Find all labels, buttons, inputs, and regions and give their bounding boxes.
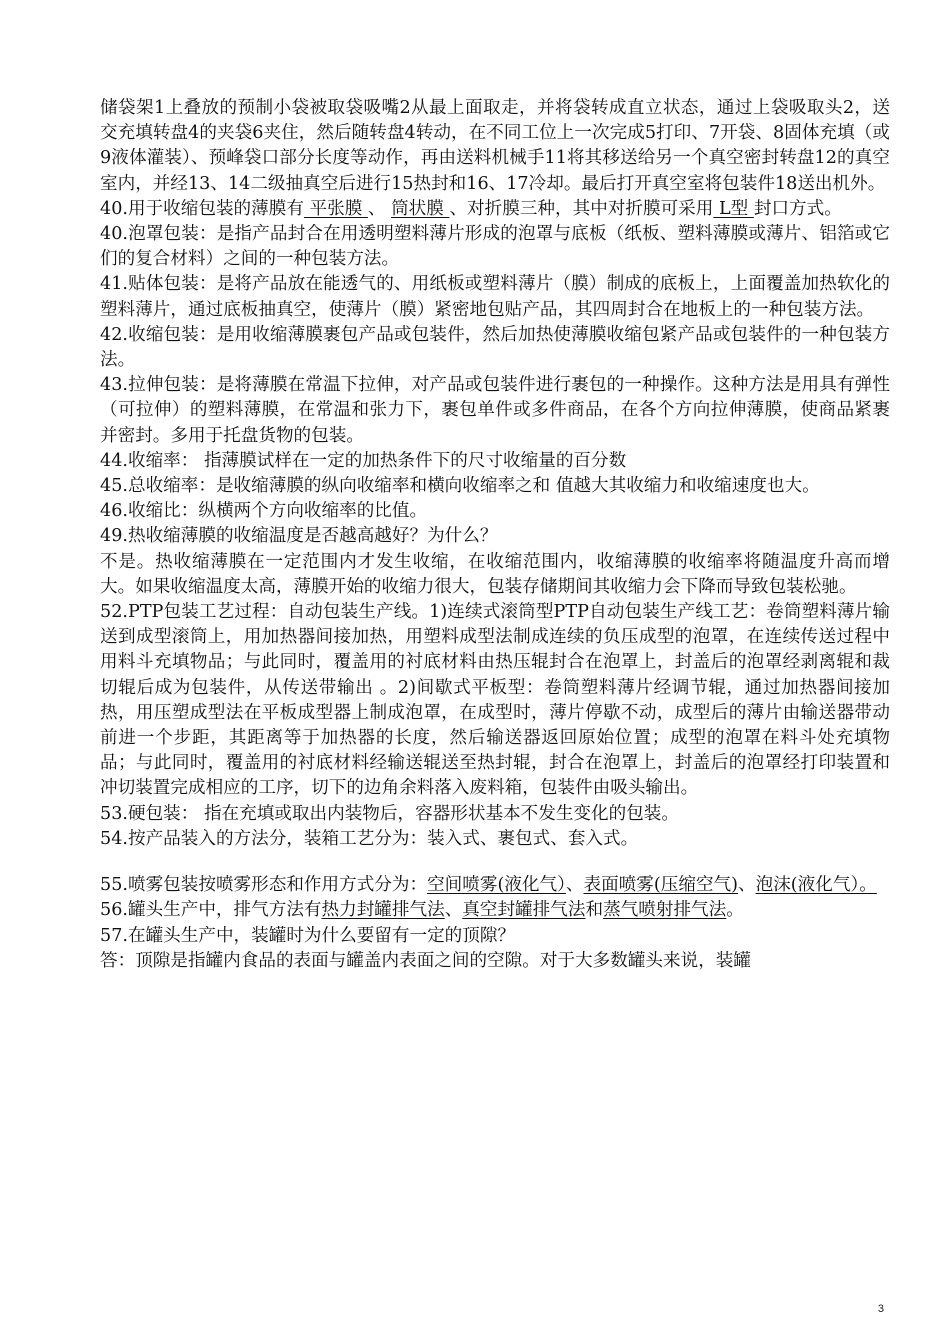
paragraph-40-shrink-film: 40.用于收缩包装的薄膜有 平张膜 、 筒状膜 、对折膜三种，其中对折膜可采用 L型 封口方式。 <box>100 198 842 219</box>
answer-l-type: L型 <box>713 198 754 219</box>
paragraph-43: 43.拉伸包装：是将薄膜在常温下拉伸，对产品或包装件进行裹包的一种操作。这种方法是用具有弹性（可拉伸）的塑料薄膜，在常温和张力下，裹包单件或多件商品，在各个方向拉伸薄膜，使商品紧裹并密封。多用于托盘货物的包装。 <box>100 375 890 446</box>
answer-surface-spray: 表面喷雾(压缩空气) <box>583 875 738 896</box>
blank-line <box>100 852 890 873</box>
paragraph-57-answer: 答：顶隙是指罐内食品的表面与罐盖内表面之间的空隙。对于大多数罐头来说，装罐 <box>100 950 751 971</box>
paragraph-45: 45.总收缩率：是收缩薄膜的纵向收缩率和横向收缩率之和 值越大其收缩力和收缩速度也大。 <box>100 476 820 497</box>
page-content <box>100 96 890 974</box>
answer-steam-exhaust: 蒸气喷射排气法 <box>603 900 727 921</box>
answer-flat-film: 平张膜 <box>303 198 368 219</box>
paragraph-46: 46.收缩比：纵横两个方向收缩率的比值。 <box>100 501 428 522</box>
paragraph-55: 55.喷雾包装按喷雾形态和作用方式分为：空间喷雾(液化气）、表面喷雾(压缩空气)、泡沫(液化气）。 <box>100 875 877 896</box>
answer-tube-film: 筒状膜 <box>391 198 450 219</box>
answer-foam: 泡沫(液化气）。 <box>755 875 877 896</box>
paragraph-42: 42.收缩包装：是用收缩薄膜裹包产品或包装件，然后加热使薄膜收缩包紧产品或包装件的一种包装方法。 <box>100 324 890 371</box>
answer-vacuum-exhaust: 真空封罐排气法 <box>462 900 586 921</box>
paragraph-continuation: 储袋架1上叠放的预制小袋被取袋吸嘴2从最上面取走，并将袋转成直立状态，通过上袋吸取头2，送交充填转盘4的夹袋6夹住，然后随转盘4转动，在不同工位上一次完成5打印、7开袋、8固体充填（或9液体灌装）、预峰袋口部分长度等动作，再由送料机械手11将其移送给另一个真空密封转盘12的真空室内，并经13、14二级抽真空后进行15热封和16、17冷却。最后打开真空室将包装件18送出机外。 <box>100 98 890 194</box>
paragraph-53: 53.硬包装： 指在充填或取出内装物后，容器形状基本不发生变化的包装。 <box>100 803 679 824</box>
paragraph-49-answer: 不是。热收缩薄膜在一定范围内才发生收缩，在收缩范围内，收缩薄膜的收缩率将随温度升高而增大。如果收缩温度太高，薄膜开始的收缩力很大，包装存储期间其收缩力会下降而导致包装松驰。 <box>100 551 890 597</box>
paragraph-54: 54.按产品装入的方法分，装箱工艺分为：装入式、裹包式、套入式。 <box>100 828 639 849</box>
answer-space-spray: 空间喷雾(液化气） <box>427 875 566 896</box>
paragraph-49-question: 49.热收缩薄膜的收缩温度是否越高越好？为什么？ <box>100 526 498 547</box>
paragraph-40-blister: 40.泡罩包装：是指产品封合在用透明塑料薄片形成的泡罩与底板（纸板、塑料薄膜或薄片、铝箔或它们的复合材料）之间的一种包装方法。 <box>100 224 890 270</box>
page-number: 3 <box>877 1303 884 1315</box>
paragraph-56: 56.罐头生产中，排气方法有热力封罐排气法、真空封罐排气法和蒸气喷射排气法。 <box>100 900 744 921</box>
paragraph-44: 44.收缩率： 指薄膜试样在一定的加热条件下的尺寸收缩量的百分数 <box>100 450 627 471</box>
paragraph-52: 52.PTP包装工艺过程：自动包装生产线。1)连续式滚筒型PTP自动包装生产线工艺：卷筒塑料薄片输送到成型滚筒上，用加热器间接加热，用塑料成型法制成连续的负压成型的泡罩，在连续传送过程中用料斗充填物品；与此同时，覆盖用的衬底材料由热压辊封合在泡罩上，封盖后的泡罩经剥离辊和裁切辊后成为包装件，从传送带输出 。2)间歇式平板型：卷筒塑料薄片经调节辊，通过加热器间接加热，用压塑成型法在平板成型器上制成泡罩，在成型时，薄片停歇不动，成型后的薄片由输送器带动前进一个步距，其距离等于加热器的长度，然后输送器返回原始位置；成型的泡罩在料斗处充填物品；与此同时，覆盖用的衬底材料经输送辊送至热封辊，封合在泡罩上，封盖后的泡罩经打印装置和冲切装置完成相应的工序，切下的边角余料落入废料箱，包装件由吸头输出。 <box>100 602 890 799</box>
paragraph-41: 41.贴体包装：是将产品放在能透气的、用纸板或塑料薄片（膜）制成的底板上，上面覆盖加热软化的塑料薄片，通过底板抽真空，使薄片（膜）紧密地包贴产品，其四周封合在地板上的一种包装方法。 <box>100 274 890 320</box>
paragraph-57-question: 57.在罐头生产中，装罐时为什么要留有一定的顶隙？ <box>100 925 516 946</box>
answer-thermal-exhaust: 热力封罐排气法 <box>321 900 445 921</box>
